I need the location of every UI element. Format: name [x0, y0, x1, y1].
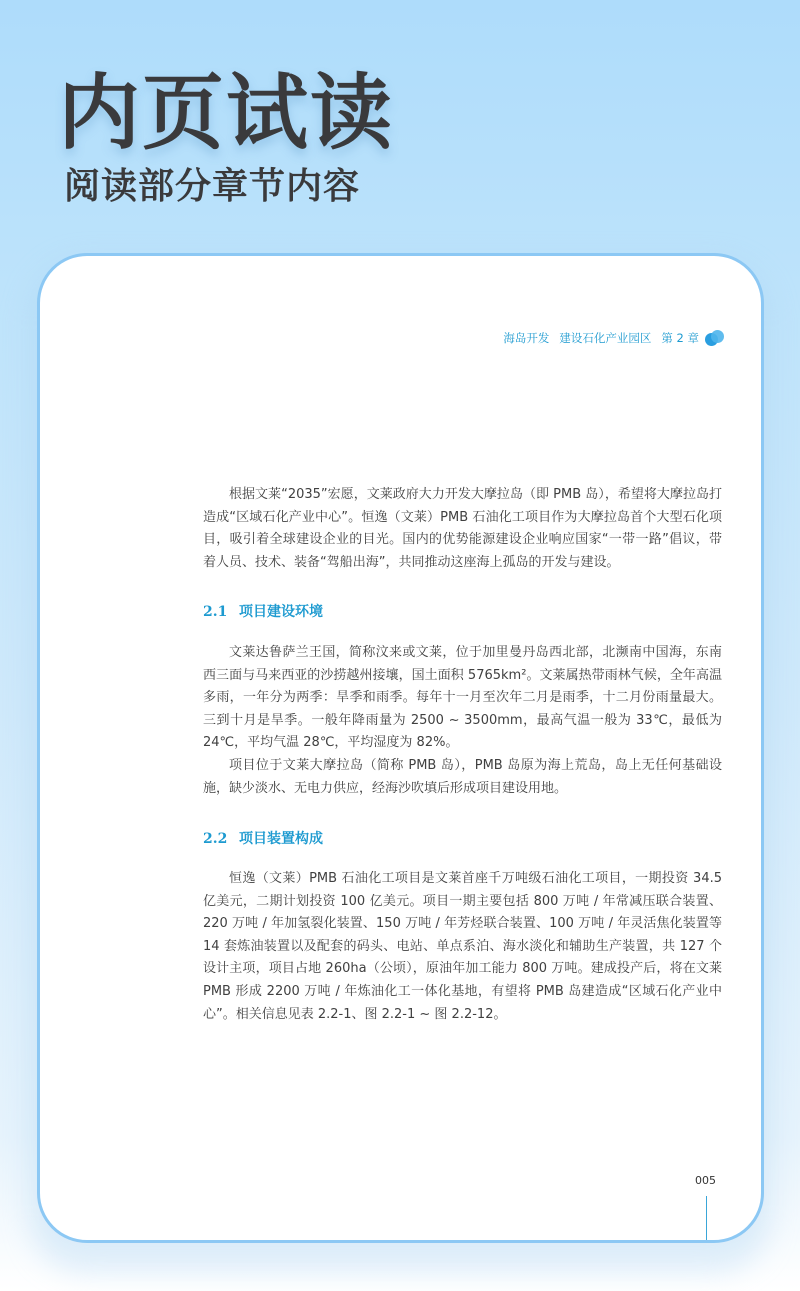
paragraph: 文莱达鲁萨兰王国，简称汶来或文莱，位于加里曼丹岛西北部，北濒南中国海，东南西三面与马来西亚的沙捞越州接壤，国土面积 5765km²。文莱属热带雨林气候，全年高温多雨，一年分为两季：旱季和雨季。每年十一月至次年二月是雨季，十二月份雨量最大。三到十月是旱季。一般年降雨量为 2500 ~ 3500mm，最高气温一般为 33℃，最低为 24℃，平均气温 28℃，平均湿度为 82%。: [203, 645, 722, 751]
section-title: 项目装置构成: [239, 831, 323, 847]
section-2-1-text: [203, 642, 722, 800]
running-head-chapter: 第 2 章: [661, 331, 699, 345]
section-heading-2-2: [203, 828, 323, 848]
paragraph: 项目位于文莱大摩拉岛（简称 PMB 岛），PMB 岛原为海上荒岛，岛上无任何基础设施，缺少淡水、无电力供应，经海沙吹填后形成项目建设用地。: [203, 757, 722, 796]
section-number: 2.1: [203, 604, 228, 620]
book-page-card: [37, 253, 764, 1243]
section-number: 2.2: [203, 831, 228, 847]
page-number: 005: [695, 1174, 716, 1187]
hero-subtitle: 阅读部分章节内容: [64, 166, 361, 207]
hero-title: 内页试读: [58, 66, 395, 161]
page-number-rule: [706, 1196, 707, 1240]
running-head: [493, 330, 725, 346]
section-heading-2-1: [203, 601, 323, 621]
paragraph: 根据文莱“2035”宏愿，文莱政府大力开发大摩拉岛（即 PMB 岛），希望将大摩拉岛打造成“区域石化产业中心”。恒逸（文莱）PMB 石油化工项目作为大摩拉岛首个大型石化项目，吸引着全球建设企业的目光。国内的优势能源建设企业响应国家“一带一路”倡议，带着人员、技术、装备“驾船出海”，共同推动这座海上孤岛的开发与建设。: [203, 487, 722, 570]
intro-text: [203, 484, 722, 574]
running-head-section: 建设石化产业园区: [559, 331, 652, 345]
chapter-circles-icon: [705, 330, 725, 346]
section-title: 项目建设环境: [239, 604, 323, 620]
paragraph: 恒逸（文莱）PMB 石油化工项目是文莱首座千万吨级石油化工项目，一期投资 34.5 亿美元，二期计划投资 100 亿美元。项目一期主要包括 800 万吨 / 年常减压联合装置、220 万吨 / 年加氢裂化装置、150 万吨 / 年芳烃联合装置、100 万吨 / 年灵活焦化装置等 14 套炼油装置以及配套的码头、电站、单点系泊、海水淡化和辅助生产装置，共 127 个设计主项，项目占地 260ha（公顷），原油年加工能力 800 万吨。建成投产后，将在文莱 PMB 形成 2200 万吨 / 年炼油化工一体化基地，有望将 PMB 岛建造成“区域石化产业中心”。相关信息见表 2.2-1、图 2.2-1 ~ 图 2.2-12。: [203, 871, 722, 1022]
section-2-2-text: [203, 868, 722, 1026]
running-head-part: 海岛开发: [503, 331, 550, 345]
